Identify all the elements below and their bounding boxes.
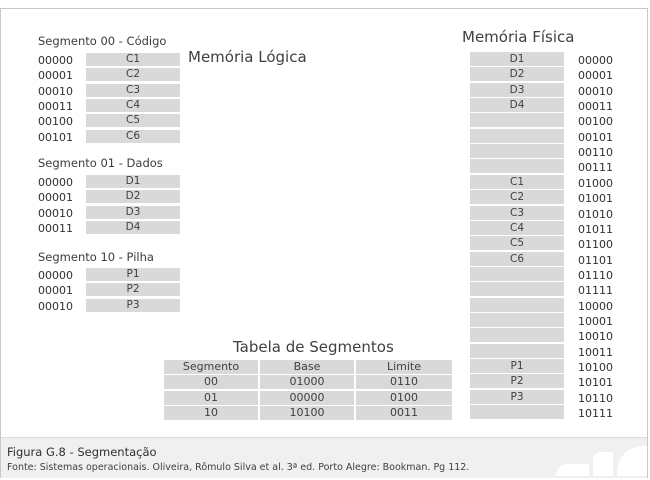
physical-address: 01010 xyxy=(578,207,613,221)
logical-memory-title: Memória Lógica xyxy=(188,48,307,66)
physical-address: 10100 xyxy=(578,361,613,374)
physical-memory-cell: C2 xyxy=(470,190,564,204)
logical-address: 00001 xyxy=(38,284,73,298)
logical-memory-cell: C2 xyxy=(86,68,180,81)
physical-memory-cell xyxy=(470,298,564,312)
physical-address: 01001 xyxy=(578,192,613,206)
physical-address: 10011 xyxy=(578,345,613,359)
physical-address: 10000 xyxy=(578,299,613,313)
physical-memory-cell: C3 xyxy=(470,206,564,220)
physical-memory-title: Memória Física xyxy=(462,28,575,46)
logical-address: 00010 xyxy=(38,299,73,313)
physical-memory-cell xyxy=(470,267,564,281)
physical-address: 00001 xyxy=(578,69,613,83)
segment-table-header: Limite xyxy=(356,360,452,374)
physical-memory-cell xyxy=(470,328,564,342)
physical-memory-cell: D3 xyxy=(470,83,564,97)
logical-memory-cell: C4 xyxy=(86,99,180,112)
physical-memory-cell: C5 xyxy=(470,236,564,250)
physical-memory-cell: P1 xyxy=(470,359,564,373)
logical-memory-cell: D2 xyxy=(86,190,180,203)
figure-caption-bar xyxy=(1,437,647,478)
figure-title: Figura G.8 - Segmentação xyxy=(7,445,157,459)
logical-address: 00011 xyxy=(38,221,73,235)
physical-memory-cell xyxy=(470,313,564,327)
physical-memory-cell xyxy=(470,129,564,143)
segment-table-title: Tabela de Segmentos xyxy=(233,338,394,356)
segment-title: Segmento 10 - Pilha xyxy=(38,250,154,264)
physical-memory-cell xyxy=(470,344,564,358)
physical-address: 00111 xyxy=(578,161,613,175)
segment-table-header: Segmento xyxy=(164,360,258,374)
segment-title: Segmento 00 - Código xyxy=(38,34,167,48)
physical-address: 10110 xyxy=(578,391,613,405)
segment-table-cell: 10 xyxy=(164,406,258,420)
logical-address: 00000 xyxy=(38,269,73,282)
physical-memory-cell: D1 xyxy=(470,52,564,66)
logical-address: 00100 xyxy=(38,115,73,129)
physical-memory-cell xyxy=(470,113,564,127)
logical-address: 00010 xyxy=(38,206,73,220)
logical-memory-cell: C6 xyxy=(86,130,180,143)
physical-memory-cell: P3 xyxy=(470,390,564,404)
physical-address: 00101 xyxy=(578,130,613,144)
physical-address: 00011 xyxy=(578,100,613,114)
logical-address: 00010 xyxy=(38,84,73,98)
segment-table-cell: 00000 xyxy=(260,391,354,405)
logical-address: 00001 xyxy=(38,69,73,83)
logical-memory-cell: D4 xyxy=(86,221,180,234)
physical-address: 00100 xyxy=(578,115,613,129)
physical-memory-cell xyxy=(470,144,564,158)
figure-source: Fonte: Sistemas operacionais. Oliveira, Rômulo Silva et al. 3ª ed. Porto Alegre: Bookman. Pg 112. xyxy=(7,462,470,473)
physical-address: 01100 xyxy=(578,238,613,252)
logical-memory-cell: P3 xyxy=(86,299,180,312)
physical-address: 01111 xyxy=(578,284,613,298)
segment-table-cell: 01000 xyxy=(260,375,354,389)
physical-address: 10010 xyxy=(578,330,613,344)
logical-address: 00101 xyxy=(38,130,73,144)
logical-address: 00000 xyxy=(38,176,73,189)
logical-memory-cell: P1 xyxy=(86,268,180,281)
decorative-shapes-icon xyxy=(549,442,647,478)
physical-address: 00110 xyxy=(578,146,613,160)
logical-address: 00001 xyxy=(38,191,73,205)
logical-memory-cell: C5 xyxy=(86,114,180,127)
physical-address: 00000 xyxy=(578,54,613,67)
physical-memory-cell xyxy=(470,159,564,173)
physical-address: 10111 xyxy=(578,407,613,421)
physical-address: 01101 xyxy=(578,253,613,267)
segment-table-cell: 0011 xyxy=(356,406,452,420)
segment-table-header: Base xyxy=(260,360,354,374)
physical-memory-cell xyxy=(470,405,564,419)
logical-address: 00000 xyxy=(38,54,73,67)
logical-memory-cell: C3 xyxy=(86,84,180,97)
physical-memory-cell xyxy=(470,282,564,296)
segment-title: Segmento 01 - Dados xyxy=(38,156,163,170)
logical-memory-cell: D1 xyxy=(86,175,180,188)
physical-address: 01000 xyxy=(578,176,613,190)
physical-address: 00010 xyxy=(578,84,613,98)
logical-memory-cell: D3 xyxy=(86,206,180,219)
logical-memory-cell: P2 xyxy=(86,283,180,296)
physical-address: 10101 xyxy=(578,376,613,390)
physical-address: 01011 xyxy=(578,222,613,236)
physical-memory-cell: D2 xyxy=(470,67,564,81)
segment-table-cell: 00 xyxy=(164,375,258,389)
physical-memory-cell: C6 xyxy=(470,252,564,266)
logical-address: 00011 xyxy=(38,99,73,113)
physical-memory-cell: D4 xyxy=(470,98,564,112)
physical-memory-cell: C1 xyxy=(470,175,564,189)
segment-table-cell: 0110 xyxy=(356,375,452,389)
physical-memory-cell: P2 xyxy=(470,374,564,388)
physical-memory-cell: C4 xyxy=(470,221,564,235)
physical-address: 01110 xyxy=(578,268,613,282)
segment-table-cell: 10100 xyxy=(260,406,354,420)
logical-memory-cell: C1 xyxy=(86,53,180,66)
segment-table-cell: 01 xyxy=(164,391,258,405)
segment-table-cell: 0100 xyxy=(356,391,452,405)
physical-address: 10001 xyxy=(578,314,613,328)
